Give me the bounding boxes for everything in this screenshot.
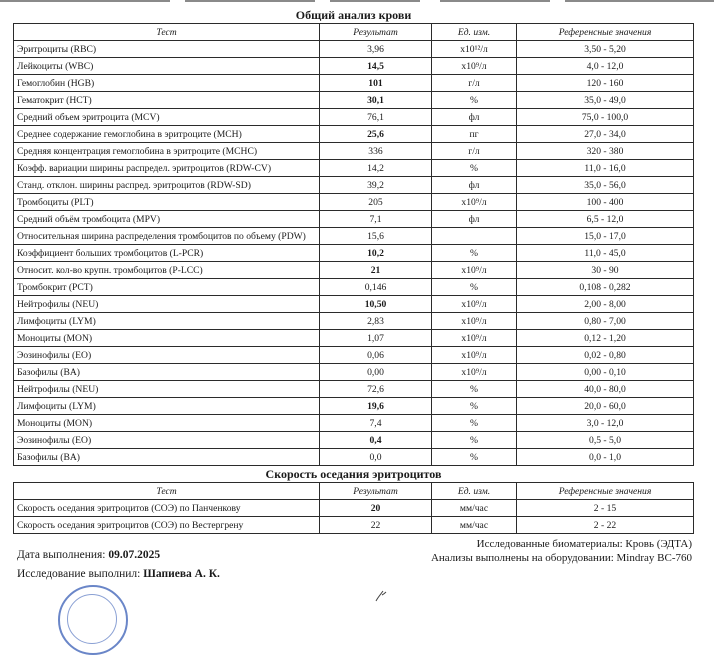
test-name-cell: Эозинофилы (EO): [14, 432, 320, 449]
table-row: [14, 347, 694, 364]
equipment-note: Анализы выполнены на оборудовании: Mindray BC-760: [430, 552, 692, 564]
header-result: Результат: [320, 24, 432, 41]
test-name-cell: Гемоглобин (HGB): [14, 75, 320, 92]
reference-cell: 0,80 - 7,00: [517, 313, 694, 330]
header-ref: Референсные значения: [517, 24, 694, 41]
test-name-cell: Моноциты (MON): [14, 415, 320, 432]
table-row: [14, 41, 694, 58]
test-name-cell: Нейтрофилы (NEU): [14, 296, 320, 313]
reference-cell: 20,0 - 60,0: [517, 398, 694, 415]
unit-cell: фл: [432, 211, 517, 228]
reference-cell: 30 - 90: [517, 262, 694, 279]
header-unit: Ед. изм.: [432, 24, 517, 41]
reference-cell: 11,0 - 45,0: [517, 245, 694, 262]
result-cell: 336: [320, 143, 432, 160]
performer-value: Шапиева А. К.: [143, 568, 220, 580]
unit-cell: %: [432, 381, 517, 398]
result-cell: 3,96: [320, 41, 432, 58]
result-cell: 10,50: [320, 296, 432, 313]
table-row: [14, 143, 694, 160]
esr-section-title: Скорость оседания эритроцитов: [265, 467, 442, 481]
reference-cell: 11,0 - 16,0: [517, 160, 694, 177]
result-cell: 0,0: [320, 449, 432, 466]
test-name-cell: Эритроциты (RBC): [14, 41, 320, 58]
table-row: [14, 432, 694, 449]
unit-cell: мм/час: [432, 517, 517, 534]
header-unit: Ед. изм.: [432, 483, 517, 500]
table-row: [14, 58, 694, 75]
reference-cell: 27,0 - 34,0: [517, 126, 694, 143]
unit-cell: %: [432, 449, 517, 466]
table-row: [14, 279, 694, 296]
reference-cell: 75,0 - 100,0: [517, 109, 694, 126]
reference-cell: 0,0 - 1,0: [517, 449, 694, 466]
esr-table: [13, 466, 694, 534]
result-cell: 10,2: [320, 245, 432, 262]
table-row: [14, 449, 694, 466]
result-cell: 21: [320, 262, 432, 279]
result-cell: 101: [320, 75, 432, 92]
result-cell: 14,5: [320, 58, 432, 75]
performer-label: Исследование выполнил:: [17, 568, 141, 580]
date-label: Дата выполнения:: [17, 549, 106, 561]
test-name-cell: Средняя концентрация гемоглобина в эритроците (MCHC): [14, 143, 320, 160]
biomaterial-note: Исследованные биоматериалы: Кровь (ЭДТА): [476, 538, 692, 550]
unit-cell: %: [432, 92, 517, 109]
result-cell: 14,2: [320, 160, 432, 177]
table-row: [14, 517, 694, 534]
reference-cell: 35,0 - 49,0: [517, 92, 694, 109]
table-row: [14, 211, 694, 228]
esr-rows: [14, 500, 694, 534]
unit-cell: x10⁹/л: [432, 313, 517, 330]
reference-cell: 40,0 - 80,0: [517, 381, 694, 398]
reference-cell: 15,0 - 17,0: [517, 228, 694, 245]
table-row: [14, 262, 694, 279]
unit-cell: x10⁹/л: [432, 58, 517, 75]
cbc-rows: [14, 41, 694, 466]
esr-header-row: [14, 483, 694, 500]
test-name-cell: Среднее содержание гемоглобина в эритроците (MCH): [14, 126, 320, 143]
table-row: [14, 109, 694, 126]
unit-cell: x10⁹/л: [432, 347, 517, 364]
unit-cell: x10⁹/л: [432, 330, 517, 347]
table-row: [14, 398, 694, 415]
unit-cell: пг: [432, 126, 517, 143]
date-value: 09.07.2025: [108, 549, 161, 561]
reference-cell: 320 - 380: [517, 143, 694, 160]
unit-cell: x10⁹/л: [432, 262, 517, 279]
unit-cell: x10⁹/л: [432, 364, 517, 381]
test-name-cell: Эозинофилы (EO): [14, 347, 320, 364]
result-cell: 205: [320, 194, 432, 211]
reference-cell: 0,02 - 0,80: [517, 347, 694, 364]
test-name-cell: Моноциты (MON): [14, 330, 320, 347]
result-cell: 25,6: [320, 126, 432, 143]
cbc-table: [13, 7, 694, 466]
reference-cell: 2,00 - 8,00: [517, 296, 694, 313]
reference-cell: 0,00 - 0,10: [517, 364, 694, 381]
unit-cell: %: [432, 432, 517, 449]
result-cell: 20: [320, 500, 432, 517]
reference-cell: 2 - 22: [517, 517, 694, 534]
table-row: [14, 194, 694, 211]
reference-cell: 2 - 15: [517, 500, 694, 517]
table-row: [14, 92, 694, 109]
signature-mark-icon: [372, 589, 392, 603]
unit-cell: г/л: [432, 75, 517, 92]
cbc-header-row: [14, 24, 694, 41]
lab-report-sheet: [13, 7, 693, 565]
result-cell: 7,1: [320, 211, 432, 228]
unit-cell: %: [432, 415, 517, 432]
test-name-cell: Относит. кол-во крупн. тромбоцитов (P-LCC): [14, 262, 320, 279]
reference-cell: 0,108 - 0,282: [517, 279, 694, 296]
result-cell: 72,6: [320, 381, 432, 398]
header-test: Тест: [14, 483, 320, 500]
unit-cell: %: [432, 398, 517, 415]
reference-cell: 4,0 - 12,0: [517, 58, 694, 75]
table-row: [14, 381, 694, 398]
result-cell: 0,146: [320, 279, 432, 296]
test-name-cell: Коэффициент больших тромбоцитов (L-PCR): [14, 245, 320, 262]
table-row: [14, 177, 694, 194]
result-cell: 2,83: [320, 313, 432, 330]
reference-cell: 3,50 - 5,20: [517, 41, 694, 58]
unit-cell: фл: [432, 109, 517, 126]
test-name-cell: Относительная ширина распределения тромбоцитов по объему (PDW): [14, 228, 320, 245]
unit-cell: [432, 228, 517, 245]
table-row: [14, 245, 694, 262]
test-name-cell: Тромбокрит (PCT): [14, 279, 320, 296]
test-name-cell: Средний объем эритроцита (MCV): [14, 109, 320, 126]
test-name-cell: Станд. отклон. ширины распред. эритроцитов (RDW-SD): [14, 177, 320, 194]
table-row: [14, 228, 694, 245]
result-cell: 7,4: [320, 415, 432, 432]
result-cell: 76,1: [320, 109, 432, 126]
cbc-section-title: Общий анализ крови: [295, 8, 412, 22]
test-name-cell: Тромбоциты (PLT): [14, 194, 320, 211]
test-name-cell: Скорость оседания эритроцитов (СОЭ) по Вестергрену: [14, 517, 320, 534]
test-name-cell: Базофилы (BA): [14, 449, 320, 466]
reference-cell: 35,0 - 56,0: [517, 177, 694, 194]
reference-cell: 3,0 - 12,0: [517, 415, 694, 432]
table-row: [14, 296, 694, 313]
result-cell: 19,6: [320, 398, 432, 415]
table-row: [14, 500, 694, 517]
table-row: [14, 364, 694, 381]
result-cell: 15,6: [320, 228, 432, 245]
reference-cell: 100 - 400: [517, 194, 694, 211]
test-name-cell: Базофилы (BA): [14, 364, 320, 381]
reference-cell: 120 - 160: [517, 75, 694, 92]
table-row: [14, 313, 694, 330]
unit-cell: мм/час: [432, 500, 517, 517]
table-row: [14, 126, 694, 143]
result-cell: 0,00: [320, 364, 432, 381]
reference-cell: 0,5 - 5,0: [517, 432, 694, 449]
reference-cell: 0,12 - 1,20: [517, 330, 694, 347]
unit-cell: x10⁹/л: [432, 296, 517, 313]
stamp-inner-ring: [67, 594, 117, 644]
result-cell: 1,07: [320, 330, 432, 347]
unit-cell: г/л: [432, 143, 517, 160]
unit-cell: x10⁹/л: [432, 194, 517, 211]
test-name-cell: Коэфф. вариации ширины распредел. эритроцитов (RDW-CV): [14, 160, 320, 177]
reference-cell: 6,5 - 12,0: [517, 211, 694, 228]
result-cell: 0,4: [320, 432, 432, 449]
table-row: [14, 415, 694, 432]
table-row: [14, 330, 694, 347]
unit-cell: x10¹²/л: [432, 41, 517, 58]
unit-cell: %: [432, 245, 517, 262]
test-name-cell: Лимфоциты (LYM): [14, 398, 320, 415]
result-cell: 22: [320, 517, 432, 534]
execution-date: [17, 548, 160, 563]
test-name-cell: Гематокрит (HCT): [14, 92, 320, 109]
test-name-cell: Скорость оседания эритроцитов (СОЭ) по Панченкову: [14, 500, 320, 517]
result-cell: 30,1: [320, 92, 432, 109]
unit-cell: %: [432, 160, 517, 177]
result-cell: 39,2: [320, 177, 432, 194]
header-result: Результат: [320, 483, 432, 500]
header-test: Тест: [14, 24, 320, 41]
test-name-cell: Лейкоциты (WBC): [14, 58, 320, 75]
test-name-cell: Лимфоциты (LYM): [14, 313, 320, 330]
header-ref: Референсные значения: [517, 483, 694, 500]
unit-cell: %: [432, 279, 517, 296]
top-cut-line: [0, 0, 714, 4]
result-cell: 0,06: [320, 347, 432, 364]
table-row: [14, 160, 694, 177]
table-row: [14, 75, 694, 92]
performer: [17, 567, 220, 582]
test-name-cell: Средний объём тромбоцита (MPV): [14, 211, 320, 228]
clinic-stamp-icon: [58, 585, 128, 655]
unit-cell: фл: [432, 177, 517, 194]
test-name-cell: Нейтрофилы (NEU): [14, 381, 320, 398]
